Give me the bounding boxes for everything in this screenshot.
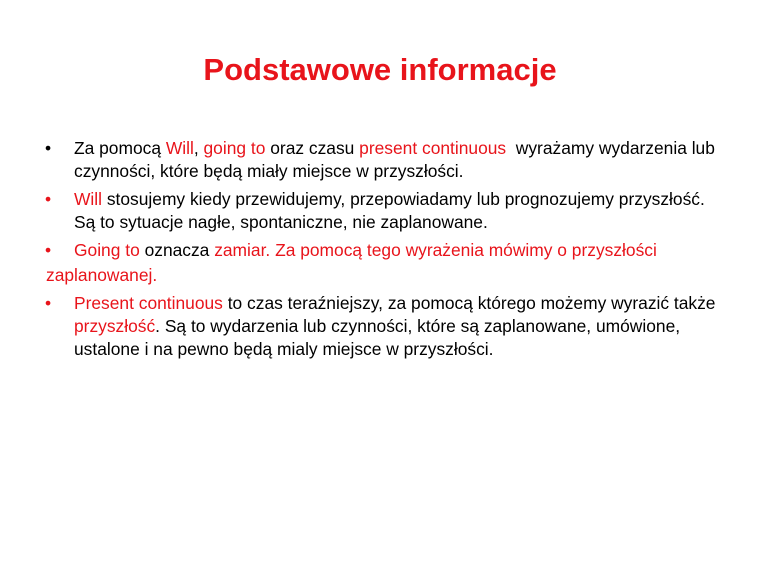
slide-content <box>0 137 760 366</box>
bullet-item-2 <box>0 188 760 234</box>
bullet-1-text: Za pomocą Will, going to oraz czasu present continuous wyrażamy wydarzenia lub czynności, które będą miały miejsce w przyszłości. <box>74 138 720 181</box>
slide-title: Podstawowe informacje <box>203 52 557 87</box>
highlight-will: Will <box>165 138 194 158</box>
highlight-przyszlosc: przyszłość <box>74 316 156 336</box>
bullet-item-4 <box>0 292 760 361</box>
highlight-will: Will <box>74 189 103 209</box>
highlight-zamiar: zamiar. Za pomocą tego wyrażenia mówimy o przyszłości <box>214 240 657 260</box>
bullet-2-text: Will stosujemy kiedy przewidujemy, przepowiadamy lub prognozujemy przyszłość. Są to sytuacje nagłe, spontaniczne, nie zaplanowane. <box>74 189 705 232</box>
bullet-3-continuation: zaplanowanej. <box>46 265 158 285</box>
highlight-going-to: Going to <box>74 240 140 260</box>
bullet-dot: • <box>45 189 52 209</box>
highlight-present-continuous: present continuous <box>359 138 507 158</box>
highlight-present-continuous: Present continuous <box>74 293 223 313</box>
bullet-3-text: Going to oznacza zamiar. Za pomocą tego wyrażenia mówimy o przyszłości <box>74 240 657 260</box>
bullet-item-3 <box>0 239 760 262</box>
bullet-4-text: Present continuous to czas teraźniejszy, za pomocą którego możemy wyrazić także przyszłość. Są to wydarzenia lub czynności, które są zaplanowane, umówione, ustalone i na pewno będą mialy miejsce w przyszłości. <box>74 293 716 359</box>
highlight-going-to: going to <box>203 138 266 158</box>
bullet-item-1 <box>0 137 760 183</box>
bullet-dot: • <box>45 293 52 313</box>
bullet-dot: • <box>45 240 52 260</box>
bullet-dot: • <box>45 138 52 158</box>
